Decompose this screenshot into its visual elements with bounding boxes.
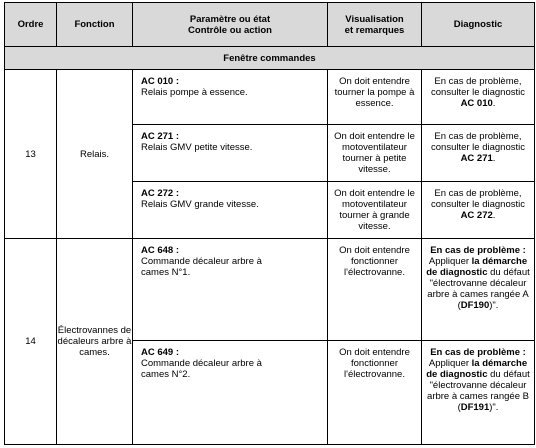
section-banner: Fenêtre commandes: [5, 47, 535, 70]
diag-code: AC 272: [460, 210, 493, 221]
param-code: AC 649 :: [141, 347, 180, 358]
header-ordre: Ordre: [5, 3, 57, 47]
diag-text: Appliquer: [428, 358, 472, 369]
diag-code: DF191: [460, 402, 490, 413]
diag-text: En cas de problème, consulter le diagnostic: [431, 188, 525, 210]
ordre-cell: 13: [5, 70, 57, 239]
diag-code: AC 271: [460, 153, 493, 164]
diag-procedure: la démarche de diagnostic: [426, 256, 528, 278]
diagnostic-cell: [422, 341, 535, 445]
param-label: Relais GMV petite vitesse.: [141, 142, 253, 153]
header-param-line1: Paramètre ou état: [189, 13, 271, 25]
diag-code: DF190: [460, 300, 490, 311]
param-label: Commande décaleur arbre à cames N°1.: [141, 256, 262, 278]
ordre-cell: 14: [5, 239, 57, 445]
diag-suffix: .: [492, 98, 496, 109]
param-cell: [133, 341, 328, 445]
param-code: AC 271 :: [141, 131, 180, 142]
table-row: [5, 239, 535, 341]
diagnostic-cell: [422, 182, 535, 239]
param-code: AC 272 :: [141, 188, 180, 199]
visu-cell: On doit entendre fonctionner l'électrovanne.: [328, 341, 422, 445]
param-code: AC 648 :: [141, 245, 180, 256]
param-label: Commande décaleur arbre à cames N°2.: [141, 358, 262, 380]
header-param-line2: Contrôle ou action: [188, 24, 272, 36]
diagnostic-cell: [422, 239, 535, 341]
diag-suffix: )".: [489, 402, 499, 413]
diag-suffix: .: [492, 153, 496, 164]
diag-text: En cas de problème, consulter le diagnostic: [431, 76, 525, 98]
table-row: [5, 70, 535, 125]
header-visu-line1: Visualisation: [345, 13, 404, 25]
header-parametre: [133, 3, 328, 47]
diag-text: Appliquer: [428, 256, 472, 267]
diagnostic-cell: [422, 125, 535, 182]
fonction-cell: Relais.: [57, 70, 133, 239]
diag-heading: En cas de problème :: [430, 347, 526, 358]
header-visualisation: [328, 3, 422, 47]
header-diagnostic: Diagnostic: [422, 3, 535, 47]
diag-text: du défaut "électrovanne décaleur arbre à cames rangée B (: [427, 369, 530, 413]
param-label: Relais pompe à essence.: [141, 87, 248, 98]
param-cell: [133, 70, 328, 125]
header-visu-line2: et remarques: [344, 24, 405, 36]
diagnostic-cell: [422, 70, 535, 125]
header-row: [5, 3, 535, 47]
param-cell: [133, 125, 328, 182]
banner-row: [5, 47, 535, 70]
diagnostic-table: [4, 2, 535, 445]
param-cell: [133, 182, 328, 239]
diag-suffix: )".: [489, 300, 499, 311]
param-label: Relais GMV grande vitesse.: [141, 199, 259, 210]
diag-code: AC 010: [460, 98, 493, 109]
diag-text: du défaut "électrovanne décaleur arbre à cames rangée A (: [427, 267, 530, 311]
visu-cell: On doit entendre tourner la pompe à essence.: [328, 70, 422, 125]
param-code: AC 010 :: [141, 76, 180, 87]
visu-cell: On doit entendre fonctionner l'électrovanne.: [328, 239, 422, 341]
diag-text: En cas de problème, consulter le diagnostic: [431, 131, 525, 153]
fonction-cell: Électrovannes de décaleurs arbre à cames.: [57, 239, 133, 445]
param-cell: [133, 239, 328, 341]
header-fonction: Fonction: [57, 3, 133, 47]
visu-cell: On doit entendre le motoventilateur tourner à petite vitesse.: [328, 125, 422, 182]
diag-heading: En cas de problème :: [430, 245, 526, 256]
diag-procedure: la démarche de diagnostic: [426, 358, 528, 380]
diag-suffix: .: [492, 210, 496, 221]
visu-cell: On doit entendre le motoventilateur tourner à grande vitesse.: [328, 182, 422, 239]
